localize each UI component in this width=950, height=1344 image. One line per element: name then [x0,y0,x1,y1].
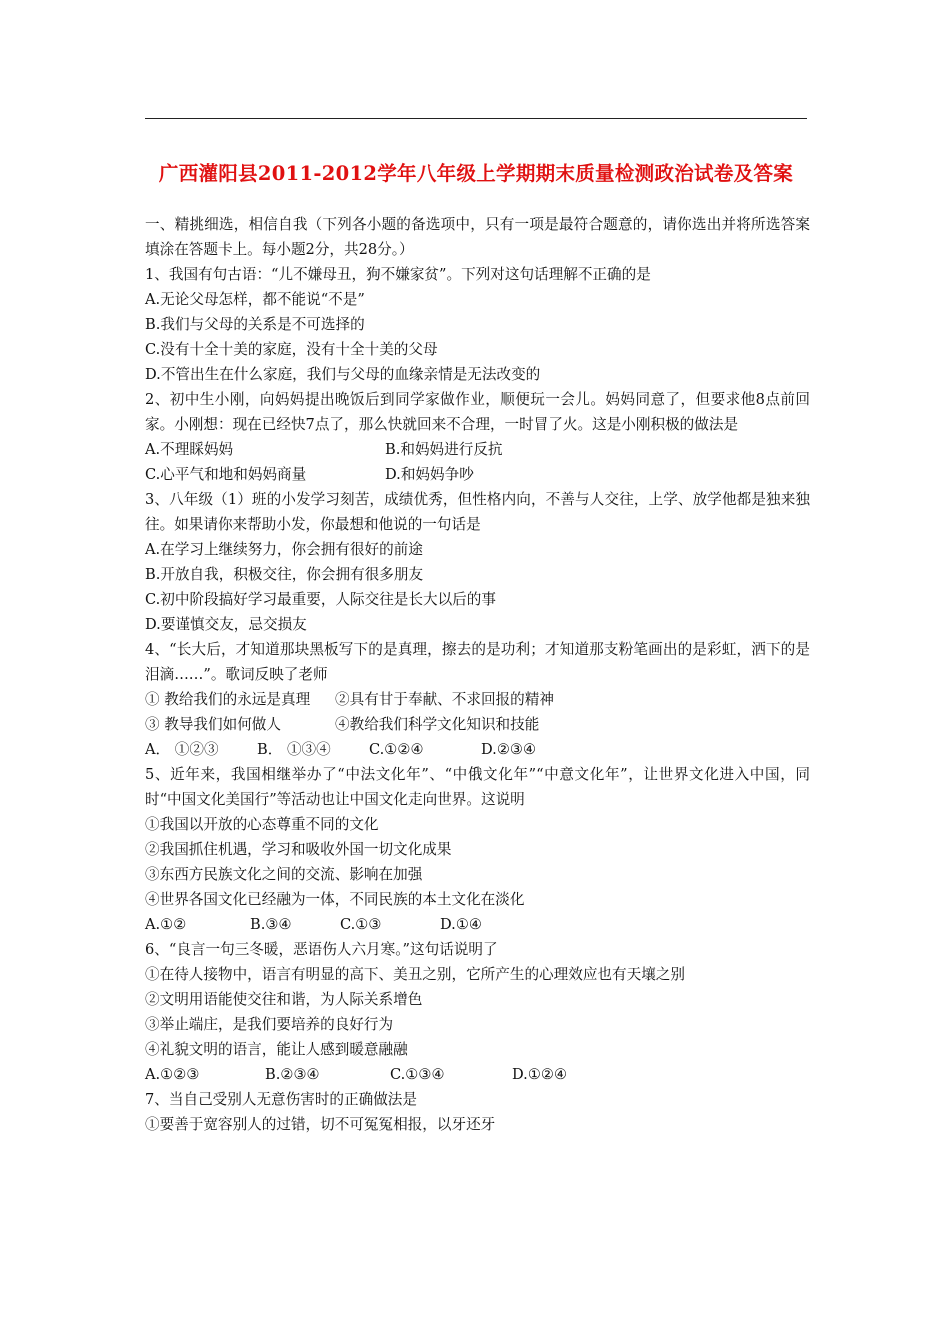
q1-option-d: D.不管出生在什么家庭，我们与父母的血缘亲情是无法改变的 [145,366,541,383]
q4-option-a: A． ①②③ [145,741,219,758]
q6-option-b: B.②③④ [265,1066,320,1083]
q2-option-c: C.心平气和地和妈妈商量 [145,466,307,483]
question-5-stem: 5、近年来，我国相继举办了“中法文化年”、“中俄文化年”“中意文化年”，让世界文化进入中国，同时“中国文化美国行”等活动也让中国文化走向世界。这说明 [145,766,810,808]
q1-option-b: B.我们与父母的关系是不可选择的 [145,316,365,333]
q3-option-b: B.开放自我，积极交往，你会拥有很多朋友 [145,566,424,583]
header-rule [145,118,807,119]
q5-option-d: D.①④ [440,916,482,933]
q1-option-c: C.没有十全十美的家庭，没有十全十美的父母 [145,341,438,358]
q5-item-3: ③东西方民族文化之间的交流、影响在加强 [145,866,423,883]
q4-items-row-2 [145,712,810,737]
q2-option-d: D.和妈妈争吵 [385,466,474,483]
q2-options-row-1 [145,437,810,462]
q2-option-a: A.不理睬妈妈 [145,441,234,458]
q5-options-row [145,912,810,937]
q6-item-2: ②文明用语能使交往和谐，为人际关系增色 [145,991,423,1008]
question-3-stem: 3、八年级（1）班的小发学习刻苦，成绩优秀，但性格内向，不善与人交往，上学、放学他都是独来独往。如果请你来帮助小发，你最想和他说的一句话是 [145,491,810,533]
q3-option-d: D.要谨慎交友，忌交损友 [145,616,307,633]
q6-item-3: ③举止端庄，是我们要培养的良好行为 [145,1016,394,1033]
q4-option-d: D.②③④ [481,741,537,758]
section-intro: 一、精挑细选，相信自我（下列各小题的备选项中，只有一项是最符合题意的，请你选出并将所选答案填涂在答题卡上。每小题2分，共28分。） [145,216,810,258]
question-6-stem: 6、“良言一句三冬暖，恶语伤人六月寒。”这句话说明了 [145,941,498,958]
q7-item-1: ①要善于宽容别人的过错，切不可冤冤相报，以牙还牙 [145,1116,496,1133]
q4-items-row-1 [145,687,810,712]
q5-option-c: C.①③ [340,916,382,933]
q6-item-1: ①在待人接物中，语言有明显的高下、美丑之别，它所产生的心理效应也有天壤之别 [145,966,685,983]
q2-option-b: B.和妈妈进行反抗 [385,441,503,458]
q5-option-a: A.①② [145,916,187,933]
question-4-stem: 4、“长大后，才知道那块黑板写下的是真理，擦去的是功利；才知道那支粉笔画出的是彩虹，洒下的是泪滴……”。歌词反映了老师 [145,641,810,683]
q4-item-1: ① 教给我们的永远是真理 [145,691,311,708]
q4-option-b: B． ①③④ [257,741,331,758]
q3-option-a: A.在学习上继续努力，你会拥有很好的前途 [145,541,423,558]
q5-item-1: ①我国以开放的心态尊重不同的文化 [145,816,379,833]
q6-option-a: A.①②③ [145,1066,200,1083]
q4-option-c: C.①②④ [369,741,424,758]
q6-option-c: C.①③④ [390,1066,445,1083]
question-2-stem: 2、初中生小刚，向妈妈提出晚饭后到同学家做作业，顺便玩一会儿。妈妈同意了，但要求他8点前回家。小刚想：现在已经快7点了，那么快就回来不合理，一时冒了火。这是小刚积极的做法是 [145,391,810,433]
q6-option-d: D.①②④ [512,1066,568,1083]
q4-item-3: ③ 教导我们如何做人 [145,716,281,733]
q3-option-c: C.初中阶段搞好学习最重要，人际交往是长大以后的事 [145,591,496,608]
q6-options-row [145,1062,810,1087]
q5-item-4: ④世界各国文化已经融为一体，不同民族的本土文化在淡化 [145,891,525,908]
q4-item-4: ④教给我们科学文化知识和技能 [335,716,540,733]
exam-title: 广西灌阳县2011-2012学年八年级上学期期末质量检测政治试卷及答案 [158,162,794,185]
q4-options-row [145,737,810,762]
q2-options-row-2 [145,462,810,487]
q5-option-b: B.③④ [250,916,292,933]
question-7-stem: 7、当自己受别人无意伤害时的正确做法是 [145,1091,417,1108]
q6-item-4: ④礼貌文明的语言，能让人感到暖意融融 [145,1041,408,1058]
q5-item-2: ②我国抓住机遇，学习和吸收外国一切文化成果 [145,841,452,858]
q1-option-a: A.无论父母怎样，都不能说“不是” [145,291,365,308]
q4-item-2: ②具有甘于奉献、不求回报的精神 [335,691,554,708]
exam-body [145,212,810,1137]
question-1-stem: 1、我国有句古语：“儿不嫌母丑，狗不嫌家贫”。下列对这句话理解不正确的是 [145,266,651,283]
